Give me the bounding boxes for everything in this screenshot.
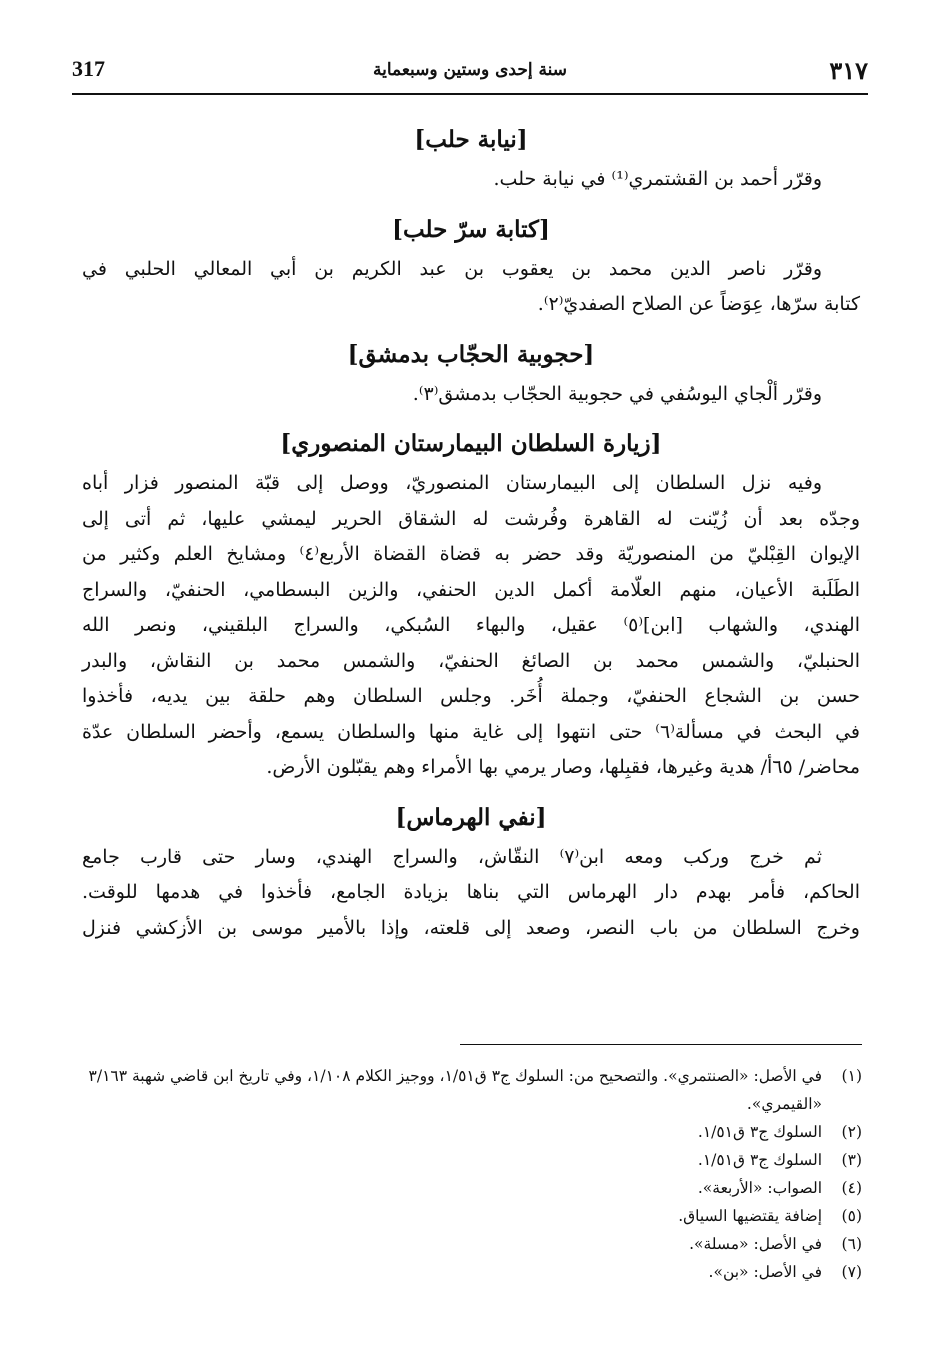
text-line: وجدّه بعد أن زُيّنت له القاهرة وفُرشت له الشقاق الحرير ليمشي عليها، ثم أتى إلى: [82, 507, 860, 530]
footnote: [82, 1062, 862, 1118]
footnote-text: في الأصل: «الصنتمري». والتصحيح من: السلوك ج٣ ق١/٥١، ووجيز الكلام ١/١٠٨، وفي تاريخ ابن قاضي شهبة ٣/١٦٣ «القيمري».: [88, 1067, 822, 1113]
footnotes: [82, 1062, 862, 1286]
footnote-text: في الأصل: «بن».: [708, 1263, 822, 1281]
text-line: الإيوان القِبْليّ من المنصوريّة وقد حضر به قضاة القضاة الأربع⁽٤⁾ ومشايخ العلم وكثير من: [82, 543, 860, 565]
text-line: وخرج السلطان من باب النصر، وصعد إلى قلعته، وإذا بالأمير موسى بن الأزكشي فنزل: [82, 916, 860, 939]
footnote-number: (١): [841, 1067, 862, 1085]
text-line: وقرّر ناصر الدين محمد بن يعقوب بن عبد الكريم بن أبي المعالي الحلبي في: [82, 257, 822, 280]
section: [82, 796, 860, 957]
text-line: حسن بن الشجاع الحنفيّ، وجملة أُخَر. وجلس السلطان وهم حلقة بين يديه، فأخذوا: [82, 685, 860, 707]
footnote-text: الصواب: «الأربعة».: [697, 1179, 822, 1197]
section: [82, 208, 860, 333]
footnote: [82, 1118, 862, 1146]
section-heading: [حجوبية الحجّاب بدمشق]: [347, 340, 595, 368]
page-number-latin: 317: [72, 56, 105, 81]
text-line: وقرّر ألْجاي اليوسُفي في حجوبية الحجّاب بدمشق⁽٣⁾.: [412, 382, 822, 405]
footnote-separator: [460, 1044, 862, 1045]
text-line: الحاكم، فأمر بهدم دار الهرماس التي بناها بزيادة الجامع، فأخذوا في هدمها للوقت.: [82, 881, 860, 903]
running-title: سنة إحدى وستين وسبعماية: [373, 60, 567, 80]
footnote-number: (٢): [841, 1123, 862, 1141]
footnote: [82, 1230, 862, 1258]
header-rule: [72, 93, 868, 95]
footnote-text: السلوك ج٣ ق١/٥١.: [697, 1123, 822, 1141]
footnote: [82, 1174, 862, 1202]
running-header: [72, 52, 868, 88]
text-line: محاضر/ ٦٥أ/ هدية وغيرها، فقبِلها، وصار يرمي بها الأمراء وهم يقبّلون الأرض.: [266, 756, 860, 778]
footnote-text: إضافة يقتضيها السياق.: [678, 1207, 822, 1225]
text-line: الحنبليّ، والشمس محمد بن الصائغ الحنفيّ، والشمس محمد بن النقاش، والبدر: [82, 649, 860, 672]
section-heading: [زيارة السلطان البيمارستان المنصوري]: [280, 430, 662, 457]
footnote: [82, 1202, 862, 1230]
footnote-number: (٦): [841, 1235, 862, 1253]
section: [82, 333, 860, 423]
footnote-number: (٣): [841, 1151, 862, 1169]
footnote-number: (٧): [841, 1263, 862, 1281]
section-heading: [كتابة سرّ حلب]: [392, 215, 550, 243]
footnote-number: (٤): [841, 1179, 862, 1197]
text-line: في البحث في مسألة⁽٦⁾ حتى انتهوا إلى غاية منها والسلطان يسمع، وأحضر السلطان عدّة: [82, 720, 860, 743]
footnote-text: السلوك ج٣ ق١/٥١.: [697, 1151, 822, 1169]
footnote-text: في الأصل: «مسلة».: [689, 1235, 822, 1253]
text-line: ثم خرج وركب ومعه ابن⁽٧⁾ النقّاش، والسراج الهندي، وسار حتى قارب جامع: [82, 845, 822, 868]
main-text: [82, 118, 860, 956]
footnote: [82, 1146, 862, 1174]
page-number-arabic: ٣١٧: [829, 56, 868, 85]
footnote-number: (٥): [841, 1207, 862, 1225]
section-heading: [نفي الهرماس]: [395, 803, 547, 831]
footnote: [82, 1258, 862, 1286]
section: [82, 422, 860, 796]
section: [82, 118, 860, 208]
text-line: وفيه نزل السلطان إلى البيمارستان المنصوريّ، ووصل إلى قبّة المنصور فزار أباه: [82, 472, 822, 494]
section-heading: [نيابة حلب]: [414, 126, 528, 153]
text-line: كتابة سرّها، عِوَضاً عن الصلاح الصفديّ⁽٢⁾.: [537, 293, 860, 315]
text-line: الهندي، والشهاب [ابن]⁽٥⁾ عقيل، والبهاء السُبكي، والسراج البلقيني، ونصر الله: [82, 614, 860, 636]
text-line: وقرّر أحمد بن القشتمري⁽¹⁾ في نيابة حلب.: [493, 168, 822, 190]
text-line: الطَلَبة الأعيان، منهم العلّامة أكمل الدين الحنفي، والزين البسطامي، الحنفيّ، والسراج: [82, 578, 860, 601]
